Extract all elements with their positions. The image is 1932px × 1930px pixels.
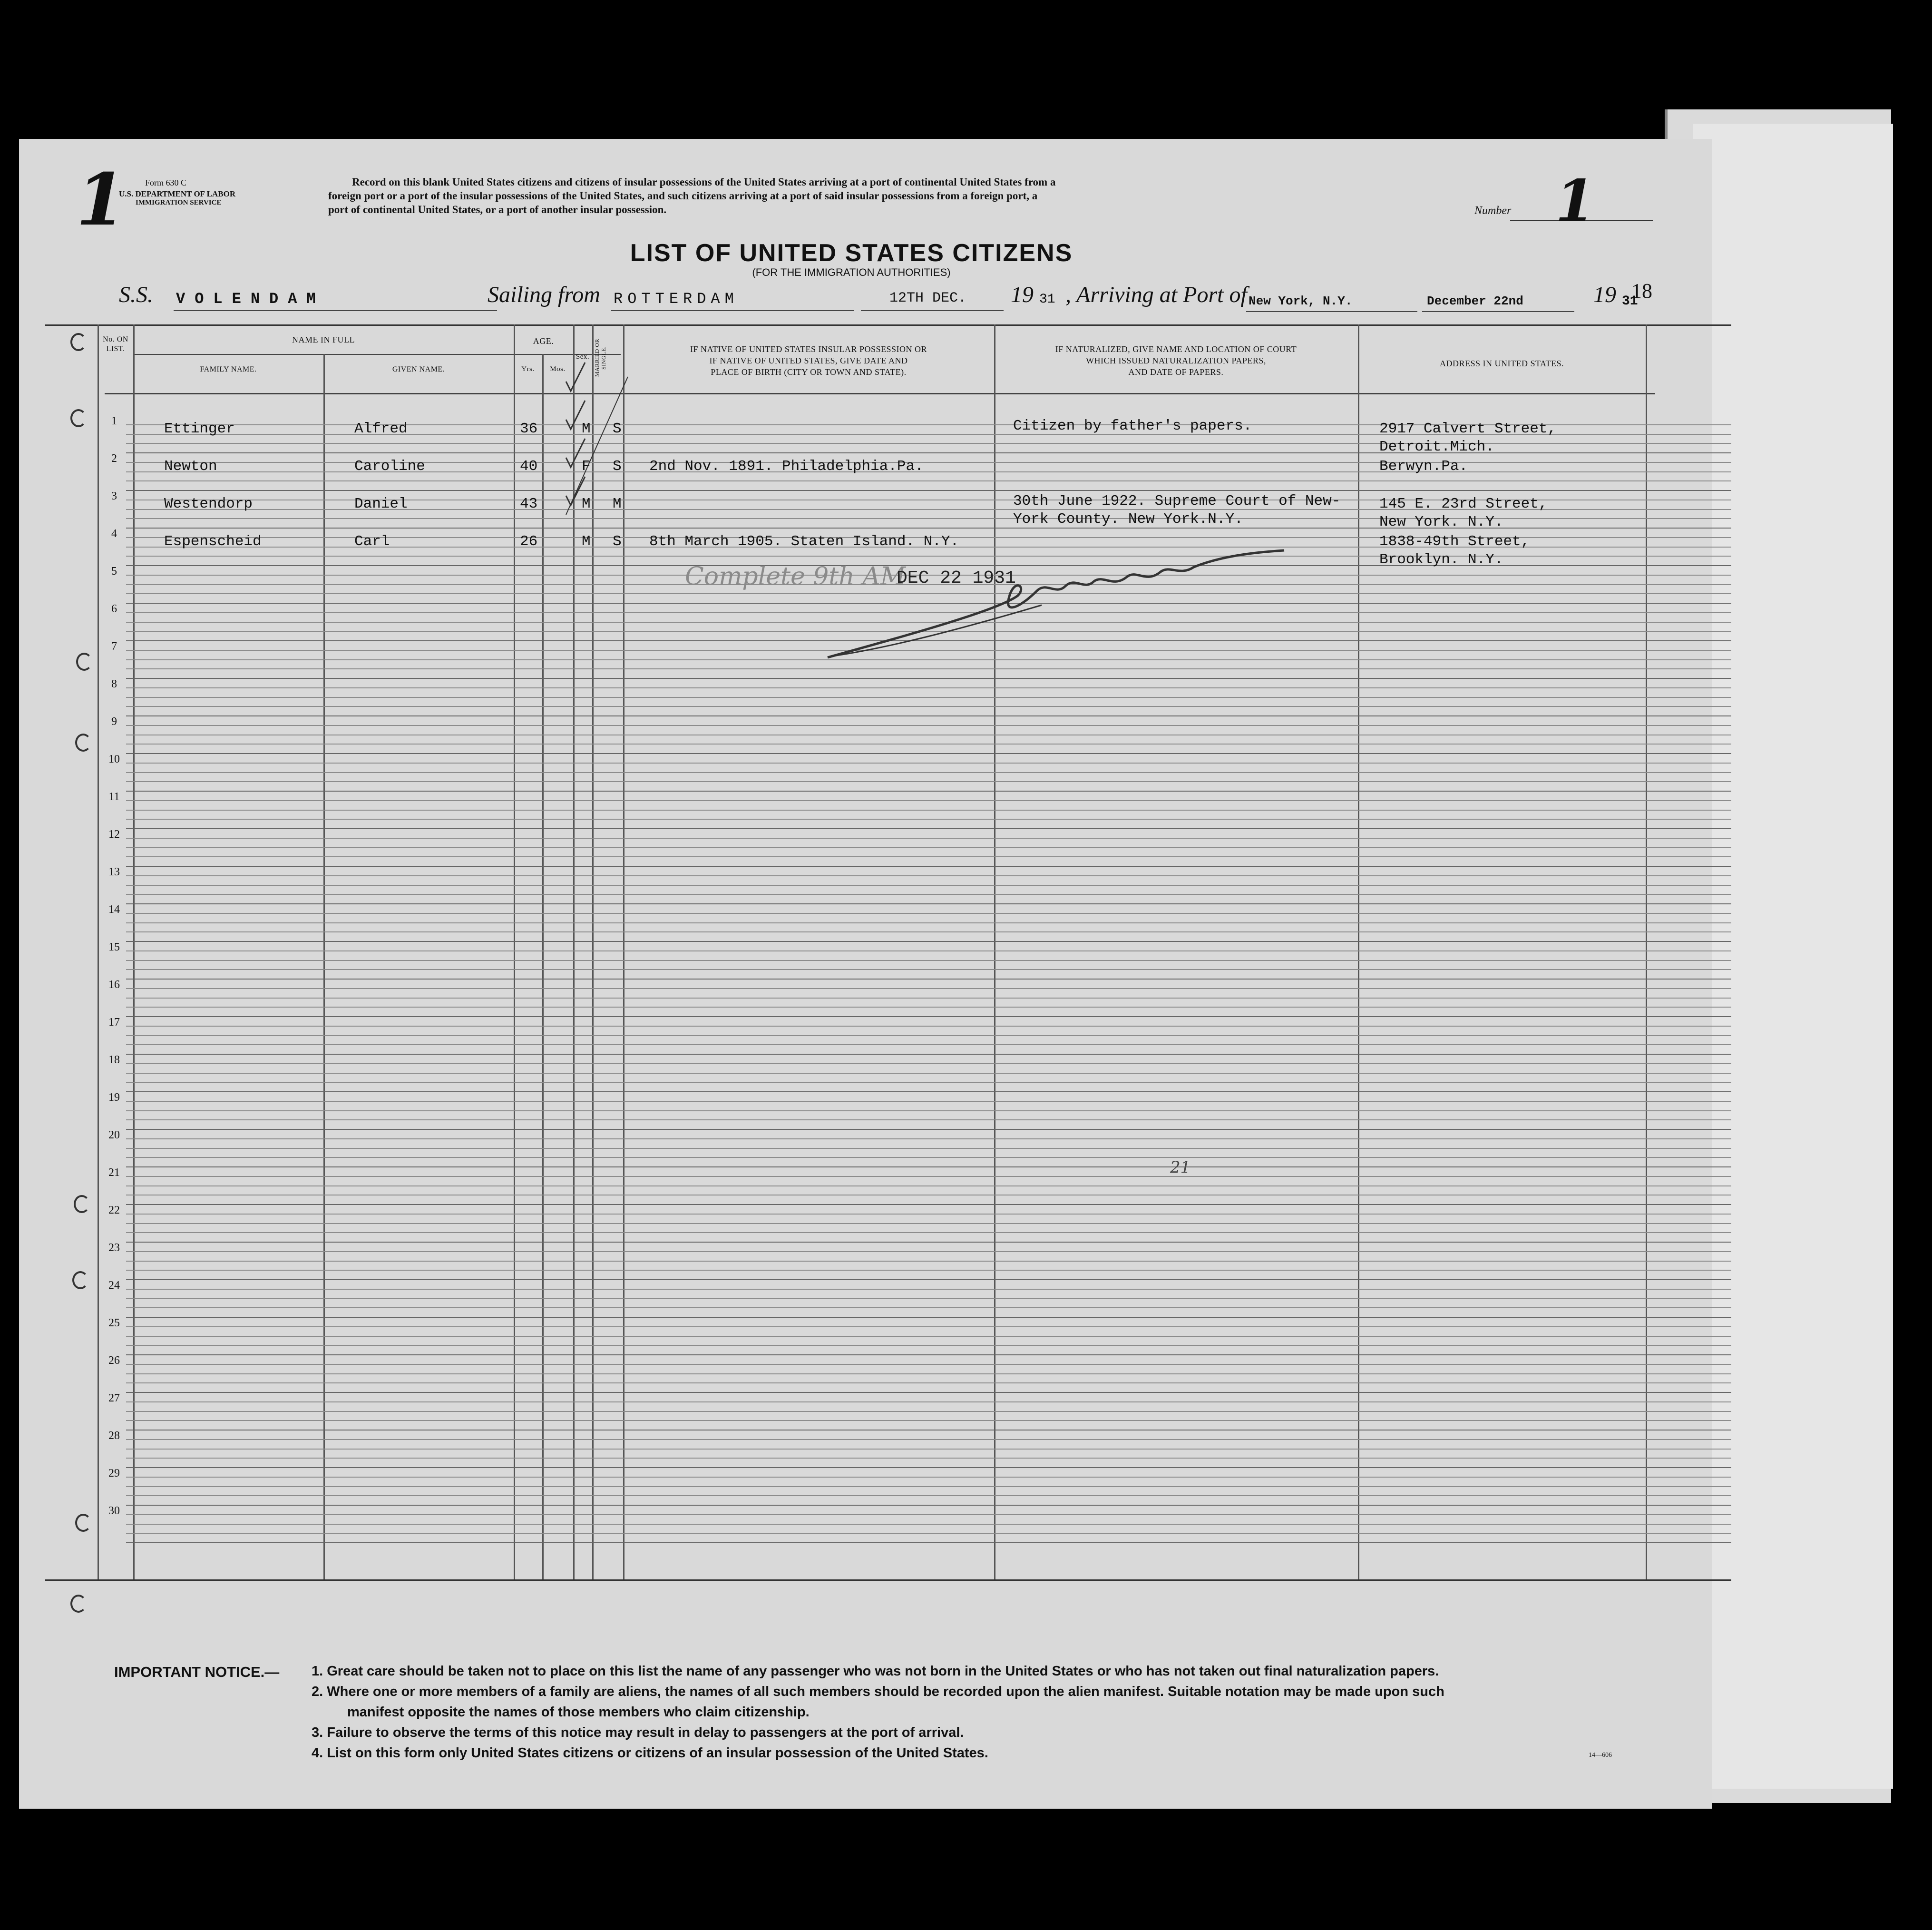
row-number: 26 xyxy=(108,1354,120,1367)
address-line: Berwyn.Pa. xyxy=(1379,458,1468,475)
row-divider xyxy=(126,1129,1731,1130)
ruling-line xyxy=(126,913,1731,914)
instruction-line: port of continental United States, or a port of another insular possession. xyxy=(328,204,667,216)
row-divider xyxy=(126,1542,1731,1543)
row-divider xyxy=(126,791,1731,792)
col-header-family: FAMILY NAME. xyxy=(200,365,257,373)
row-divider xyxy=(126,1166,1731,1167)
col-header-sex: Sex. xyxy=(576,353,590,361)
col-divider xyxy=(1646,324,1647,1579)
port-to: New York, N.Y. xyxy=(1249,294,1353,308)
instruction-line: Record on this blank United States citizens and citizens of insular possessions of the United States arriving at a port of continental United States from a xyxy=(352,176,1056,188)
row-number: 12 xyxy=(108,828,120,841)
ruling-line xyxy=(126,1138,1731,1139)
header-bottom-rule xyxy=(105,393,1655,394)
col-divider xyxy=(98,324,99,1579)
ditto-stroke xyxy=(566,377,628,515)
print-code: 14—606 xyxy=(1589,1752,1612,1759)
row-number: 8 xyxy=(111,678,117,690)
row-number: 29 xyxy=(108,1467,120,1479)
port-from-rule xyxy=(611,310,854,311)
notice-item: 1. Great care should be taken not to place on this list the name of any passenger who was not born in the United States or who has not taken out final naturalization papers. xyxy=(312,1664,1439,1679)
row-number: 27 xyxy=(108,1392,120,1404)
row-divider xyxy=(126,1279,1731,1280)
ruling-line xyxy=(126,1101,1731,1102)
form-title: LIST OF UNITED STATES CITIZENS xyxy=(630,239,1073,267)
row-divider xyxy=(126,1091,1731,1092)
ruling-line xyxy=(126,668,1731,669)
row-number: 13 xyxy=(108,866,120,878)
col-header-naturalized xyxy=(994,343,1358,378)
ruling-line xyxy=(126,1524,1731,1525)
notice-item: manifest opposite the names of those members who claim citizenship. xyxy=(347,1705,810,1720)
sail-date-rule xyxy=(861,310,1004,311)
ruling-line xyxy=(126,1514,1731,1515)
ruling-line xyxy=(126,1232,1731,1233)
header-line: PLACE OF BIRTH (CITY OR TOWN AND STATE). xyxy=(711,367,907,377)
ruling-line xyxy=(126,885,1731,886)
ruling-line xyxy=(126,1251,1731,1252)
naturalization-info: Citizen by father's papers. xyxy=(1013,418,1252,434)
family-name: Ettinger xyxy=(164,421,235,437)
signature-scrawl xyxy=(818,548,1317,667)
check-mark xyxy=(566,477,585,505)
ruling-line xyxy=(126,1420,1731,1421)
ruling-line xyxy=(126,1185,1731,1186)
row-divider xyxy=(126,828,1731,829)
ss-label: S.S. xyxy=(119,282,153,307)
sex: M xyxy=(582,421,591,437)
col-header-given: GIVEN NAME. xyxy=(392,365,445,373)
ruling-line xyxy=(126,1082,1731,1083)
arrival-year-prefix: 19 xyxy=(1593,282,1616,307)
col-header-mos: Mos. xyxy=(550,365,566,373)
ruling-line xyxy=(126,1044,1731,1045)
sail-year: 31 xyxy=(1039,292,1055,307)
ruling-line xyxy=(126,1270,1731,1271)
corner-number: 1 xyxy=(76,158,126,242)
row-divider xyxy=(126,678,1731,679)
arrival-date-rule xyxy=(1422,311,1574,312)
header-line: IF NATURALIZED, GIVE NAME AND LOCATION OF COURT xyxy=(1055,344,1297,354)
col-header-name: NAME IN FULL xyxy=(292,335,355,344)
ruling-line xyxy=(126,1110,1731,1111)
ruling-line xyxy=(126,1533,1731,1534)
row-number: 3 xyxy=(111,490,117,502)
ruling-line xyxy=(126,725,1731,726)
address-line: 1838-49th Street, xyxy=(1379,533,1530,550)
table-top-rule xyxy=(45,324,1731,326)
ship-rule xyxy=(174,310,497,311)
age-years: 43 xyxy=(520,496,538,512)
address-line: 2917 Calvert Street, xyxy=(1379,421,1557,437)
row-number: 24 xyxy=(108,1279,120,1292)
header-line: IF NATIVE OF UNITED STATES INSULAR POSSESSION OR xyxy=(690,344,927,354)
row-number: 11 xyxy=(108,791,120,803)
sex: M xyxy=(582,533,591,550)
sex: M xyxy=(582,496,591,512)
ruling-line xyxy=(126,1345,1731,1346)
row-divider xyxy=(126,1204,1731,1205)
ruling-line xyxy=(126,800,1731,801)
ruling-line xyxy=(126,950,1731,951)
naturalization-info: 30th June 1922. Supreme Court of New- xyxy=(1013,493,1341,509)
ruling-line xyxy=(126,922,1731,923)
check-mark xyxy=(566,439,585,467)
family-name: Newton xyxy=(164,458,217,475)
header-line: IF NATIVE OF UNITED STATES, GIVE DATE AND xyxy=(709,356,908,365)
row-divider xyxy=(126,979,1731,980)
ruling-line xyxy=(126,1336,1731,1337)
ruling-line xyxy=(126,480,1731,481)
ruling-line xyxy=(126,819,1731,820)
binder-hole xyxy=(70,409,87,427)
pencil-mark: 21 xyxy=(1170,1158,1191,1177)
ruling-line xyxy=(126,1063,1731,1064)
ruling-line xyxy=(126,838,1731,839)
col-header-married: MARRIED OR SINGLE. xyxy=(594,339,607,377)
date-stamp: DEC 22 1931 xyxy=(897,568,1016,588)
binder-hole xyxy=(75,1514,91,1532)
ruling-line xyxy=(126,697,1731,698)
ruling-line xyxy=(126,1289,1731,1290)
row-number: 14 xyxy=(108,903,120,916)
row-number: 30 xyxy=(108,1505,120,1517)
ruling-line xyxy=(126,687,1731,688)
check-marks xyxy=(537,358,661,548)
ruling-line xyxy=(126,1439,1731,1440)
row-divider xyxy=(126,866,1731,867)
ruling-line xyxy=(126,781,1731,782)
service: IMMIGRATION SERVICE xyxy=(136,199,222,206)
address-line: Brooklyn. N.Y. xyxy=(1379,551,1503,568)
given-name: Daniel xyxy=(354,496,408,512)
ruling-line xyxy=(126,1449,1731,1450)
row-divider xyxy=(126,1467,1731,1468)
port-from: ROTTERDAM xyxy=(614,290,739,308)
arrival-date: December 22nd xyxy=(1427,294,1523,308)
age-years: 26 xyxy=(520,533,538,550)
ruling-line xyxy=(126,894,1731,895)
check-mark xyxy=(566,401,585,429)
back-page-edge-2 xyxy=(1693,124,1893,1789)
row-divider xyxy=(126,1054,1731,1055)
row-number: 28 xyxy=(108,1430,120,1442)
ruling-line xyxy=(126,1411,1731,1412)
department: U.S. DEPARTMENT OF LABOR xyxy=(119,189,236,198)
number-label: Number xyxy=(1474,205,1512,217)
birth-info: 8th March 1905. Staten Island. N.Y. xyxy=(649,533,959,550)
ruling-line xyxy=(126,960,1731,961)
ruling-line xyxy=(126,856,1731,857)
col-header-no: No. ON LIST. xyxy=(103,335,128,353)
row-number: 25 xyxy=(108,1317,120,1329)
notice-item: 2. Where one or more members of a family are aliens, the names of all such members should be recorded upon the alien manifest. Suitable notation may be made upon such xyxy=(312,1684,1444,1699)
ruling-line xyxy=(126,847,1731,848)
row-divider xyxy=(126,1392,1731,1393)
ruling-line xyxy=(126,998,1731,999)
arrival-year: 31 xyxy=(1622,294,1638,309)
sex: F xyxy=(582,458,591,475)
ruling-line xyxy=(126,744,1731,745)
binder-hole xyxy=(76,653,92,671)
ruling-line xyxy=(126,1458,1731,1459)
table-bottom-rule xyxy=(45,1579,1731,1581)
row-number: 15 xyxy=(108,941,120,953)
notice-item: 3. Failure to observe the terms of this notice may result in delay to passengers at the port of arrival. xyxy=(312,1725,964,1740)
ruling-line xyxy=(126,1477,1731,1478)
signature xyxy=(818,548,1317,667)
row-number: 4 xyxy=(111,528,117,540)
col-divider xyxy=(133,324,135,1579)
ruling-line xyxy=(126,1157,1731,1158)
address-line: New York. N.Y. xyxy=(1379,514,1503,530)
row-number: 9 xyxy=(111,715,117,728)
ruling-line xyxy=(126,1486,1731,1487)
ruling-line xyxy=(126,1035,1731,1036)
notice-heading: IMPORTANT NOTICE.— xyxy=(114,1664,280,1680)
binder-hole xyxy=(72,1271,88,1289)
row-divider xyxy=(126,941,1731,942)
ruling-line xyxy=(126,969,1731,970)
binder-hole xyxy=(70,1595,87,1613)
birth-info: 2nd Nov. 1891. Philadelphia.Pa. xyxy=(649,458,924,475)
family-name: Espenscheid xyxy=(164,533,262,550)
ruling-line xyxy=(126,1298,1731,1299)
ruling-line xyxy=(126,1026,1731,1027)
row-number: 7 xyxy=(111,640,117,653)
page-mark: 18 xyxy=(1631,279,1652,303)
ruling-line xyxy=(126,1223,1731,1224)
naturalization-info: York County. New York.N.Y. xyxy=(1013,511,1243,528)
form-number: Form 630 C xyxy=(145,178,187,187)
sail-year-prefix: 19 xyxy=(1011,282,1034,307)
manifest-page xyxy=(19,139,1712,1809)
marital-status: S xyxy=(613,533,622,550)
address-line: 145 E. 23rd Street, xyxy=(1379,496,1548,512)
row-divider xyxy=(126,1242,1731,1243)
complete-note: Complete 9th AM xyxy=(685,562,906,591)
col-header-yrs: Yrs. xyxy=(521,365,535,373)
row-number: 17 xyxy=(108,1016,120,1029)
ruling-line xyxy=(126,1382,1731,1383)
row-number: 19 xyxy=(108,1091,120,1104)
ruling-line xyxy=(126,1073,1731,1074)
number-value: 1 xyxy=(1555,167,1595,235)
ruling-line xyxy=(126,1214,1731,1215)
binder-hole xyxy=(74,1195,90,1213)
ruling-line xyxy=(126,931,1731,932)
check-mark xyxy=(566,362,585,391)
row-divider xyxy=(126,1354,1731,1355)
ruling-line xyxy=(126,1307,1731,1308)
ruling-line xyxy=(126,1148,1731,1149)
col-divider xyxy=(994,324,995,1579)
form-subtitle: (FOR THE IMMIGRATION AUTHORITIES) xyxy=(752,266,951,278)
binder-hole xyxy=(70,333,87,351)
ruling-line xyxy=(126,763,1731,764)
given-name: Alfred xyxy=(354,421,408,437)
sail-date: 12TH DEC. xyxy=(889,290,967,306)
row-number: 10 xyxy=(108,753,120,765)
ruling-line xyxy=(126,1373,1731,1374)
ruling-line xyxy=(126,1495,1731,1496)
ruling-line xyxy=(126,1261,1731,1262)
sailing-label: Sailing from xyxy=(488,282,600,307)
row-divider xyxy=(126,1016,1731,1017)
row-number: 21 xyxy=(108,1166,120,1179)
marital-status: S xyxy=(613,458,622,475)
ruling-line xyxy=(126,1364,1731,1365)
instructions xyxy=(328,175,1446,216)
col-header-address: ADDRESS IN UNITED STATES. xyxy=(1439,359,1564,368)
ship-name: VOLENDAM xyxy=(176,290,325,308)
ruling-line xyxy=(126,772,1731,773)
arriving-label: , Arriving at Port of xyxy=(1065,282,1247,307)
row-number: 1 xyxy=(111,415,117,427)
instruction-line: foreign port or a port of the insular possessions of the United States, and such citizens arriving at a port of said insular possessions from a foreign port, a xyxy=(328,190,1038,202)
address-line: Detroit.Mich. xyxy=(1379,439,1494,455)
ruling-line xyxy=(126,1401,1731,1402)
row-number: 18 xyxy=(108,1054,120,1066)
marital-status: M xyxy=(613,496,622,512)
given-name: Carl xyxy=(354,533,390,550)
ruling-line xyxy=(126,1007,1731,1008)
row-number: 5 xyxy=(111,565,117,578)
notice-item: 4. List on this form only United States citizens or citizens of an insular possession of the United States. xyxy=(312,1745,988,1761)
row-divider xyxy=(126,715,1731,716)
age-years: 36 xyxy=(520,421,538,437)
ruling-line xyxy=(126,706,1731,707)
ruling-line xyxy=(126,988,1731,989)
row-number: 6 xyxy=(111,603,117,615)
row-divider xyxy=(126,753,1731,754)
col-divider xyxy=(1358,324,1359,1579)
age-years: 40 xyxy=(520,458,538,475)
header-line: AND DATE OF PAPERS. xyxy=(1128,367,1224,377)
col-header-age: AGE. xyxy=(533,336,554,346)
col-header-birth xyxy=(623,343,994,378)
ruling-line xyxy=(126,810,1731,811)
row-number: 23 xyxy=(108,1242,120,1254)
header-line: WHICH ISSUED NATURALIZATION PAPERS, xyxy=(1086,356,1266,365)
row-number: 22 xyxy=(108,1204,120,1216)
binder-hole xyxy=(75,734,91,752)
ruling-line xyxy=(126,1119,1731,1120)
port-to-rule xyxy=(1246,311,1417,312)
ruling-line xyxy=(126,1326,1731,1327)
ruling-line xyxy=(126,875,1731,876)
row-divider xyxy=(126,1317,1731,1318)
ruling-line xyxy=(126,1176,1731,1177)
row-number: 16 xyxy=(108,979,120,991)
row-divider xyxy=(126,903,1731,904)
row-number: 2 xyxy=(111,452,117,465)
given-name: Caroline xyxy=(354,458,425,475)
col-divider xyxy=(514,324,515,1579)
name-header-rule xyxy=(133,354,533,355)
row-divider xyxy=(126,490,1731,491)
marital-status: S xyxy=(613,421,622,437)
row-number: 20 xyxy=(108,1129,120,1141)
row-divider xyxy=(126,1505,1731,1506)
family-name: Westendorp xyxy=(164,496,253,512)
